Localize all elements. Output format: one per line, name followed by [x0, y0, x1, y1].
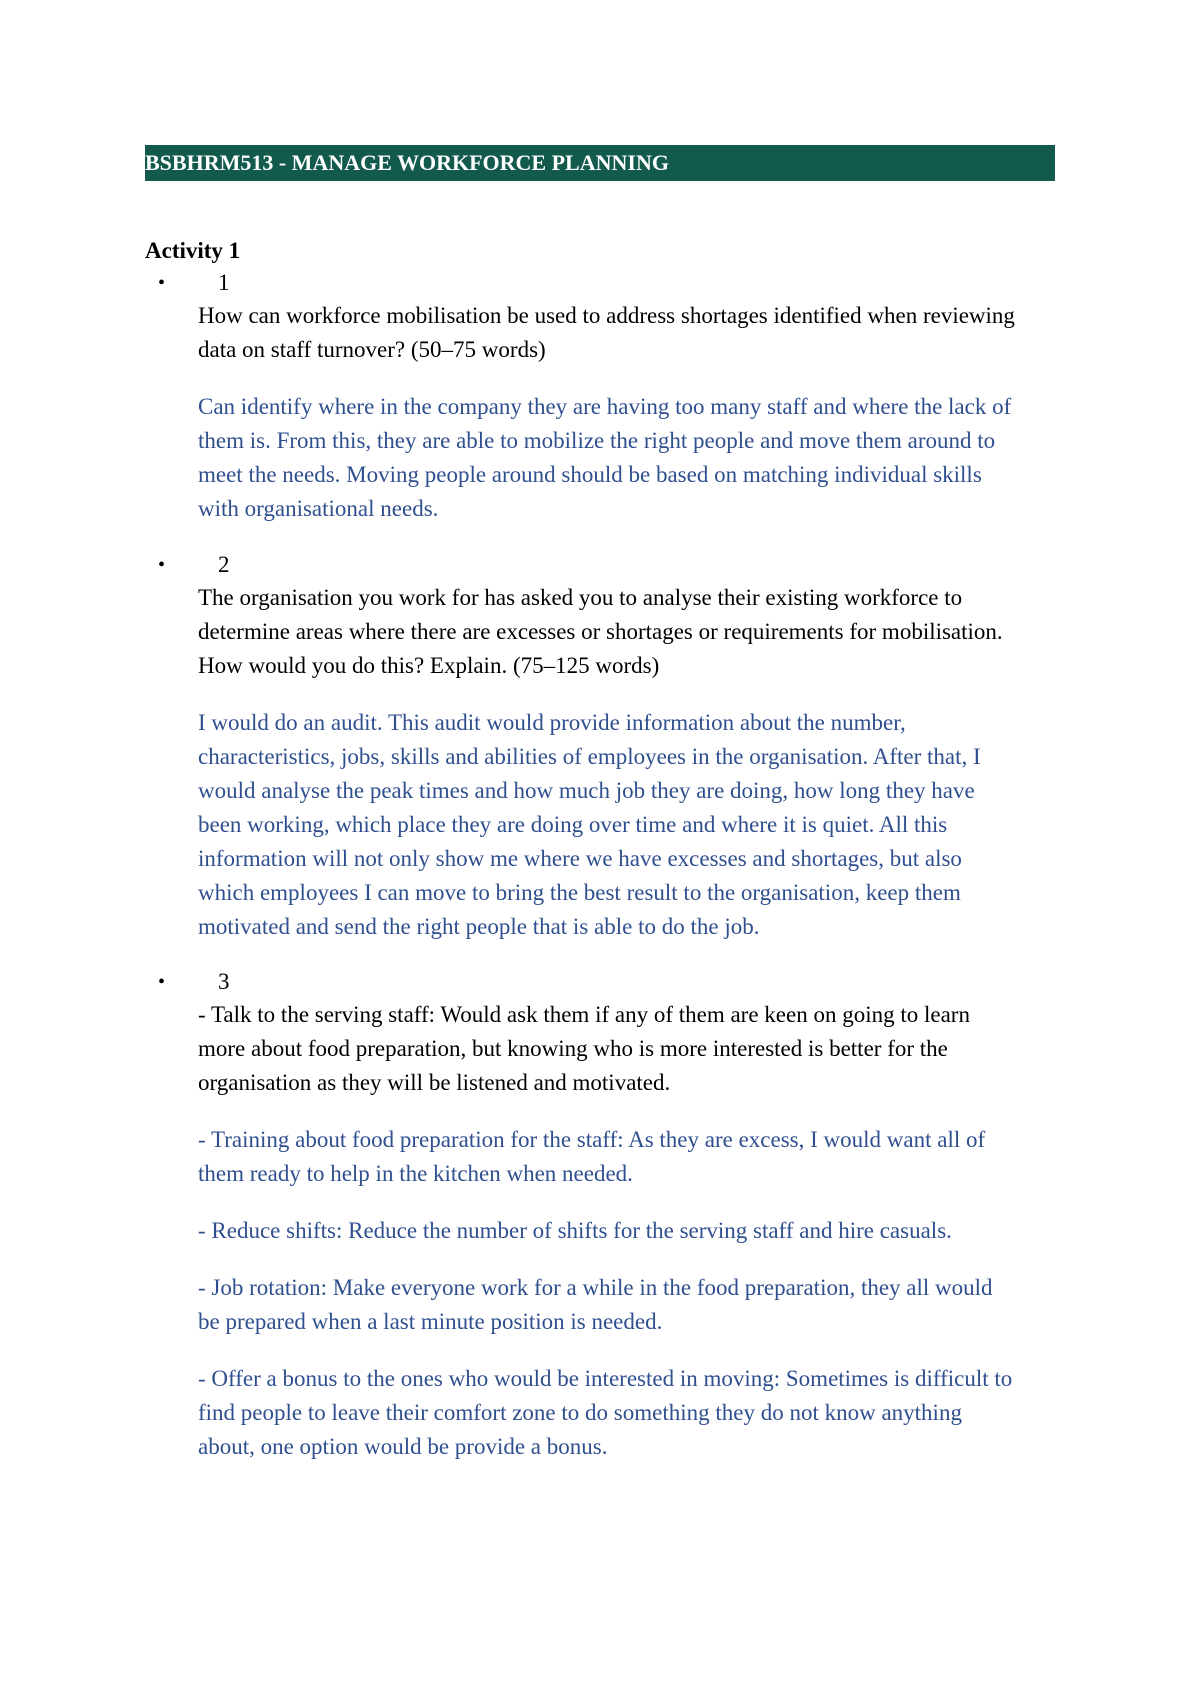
list-item — [145, 549, 1015, 967]
page-title: BSBHRM513 - MANAGE WORKFORCE PLANNING — [145, 145, 1055, 181]
answer-text: Can identify where in the company they are having too many staff and where the lack of them is. From this, they are able to mobilize the right people and move them around to meet the needs. Moving people around should be based on matching individual skills with organisational needs. — [198, 394, 1012, 521]
question-text: - Talk to the serving staff: Would ask them if any of them are keen on going to learn more about food preparation, but knowing who is more interested is better for the organisation as they will be listened and motivated. — [198, 1002, 970, 1095]
question-text: How can workforce mobilisation be used to address shortages identified when reviewing data on staff turnover? (50–75 words) — [198, 303, 1015, 362]
answer-text: - Job rotation: Make everyone work for a while in the food preparation, they all would be prepared when a last minute position is needed. — [198, 1275, 993, 1334]
activity-heading: Activity 1 — [145, 238, 241, 263]
bullet-icon: • — [158, 272, 166, 294]
question-text: The organisation you work for has asked you to analyse their existing workforce to determine areas where there are excesses or shortages or requirements for mobilisation. How would you do this? Explain. (75–125 words) — [198, 585, 1003, 678]
answer-text: - Reduce shifts: Reduce the number of shifts for the serving staff and hire casuals. — [198, 1218, 952, 1243]
answer-text: - Training about food preparation for the staff: As they are excess, I would want all of them ready to help in the kitchen when needed. — [198, 1127, 986, 1186]
bullet-icon: • — [158, 554, 166, 576]
answer-text: - Offer a bonus to the ones who would be interested in moving: Sometimes is difficult to find people to leave their comfort zone to do something they do not know anything about, one option would be provide a bonus. — [198, 1366, 1013, 1459]
item-number: 1 — [218, 270, 230, 295]
item-number: 3 — [218, 969, 230, 994]
list-item — [145, 966, 1015, 1487]
bullet-icon: • — [158, 971, 166, 993]
answer-text: I would do an audit. This audit would provide information about the number, characteristics, jobs, skills and abilities of employees in the organisation. After that, I would analyse the peak times and how much job they are doing, how long they have been working, which place they are doing over time and where it is quiet. All this information will not only show me where we have excesses and shortages, but also which employees I can move to bring the best result to the organisation, keep them motivated and send the right people that is able to do the job. — [198, 710, 981, 939]
list-item — [145, 267, 1015, 549]
item-number: 2 — [218, 552, 230, 577]
